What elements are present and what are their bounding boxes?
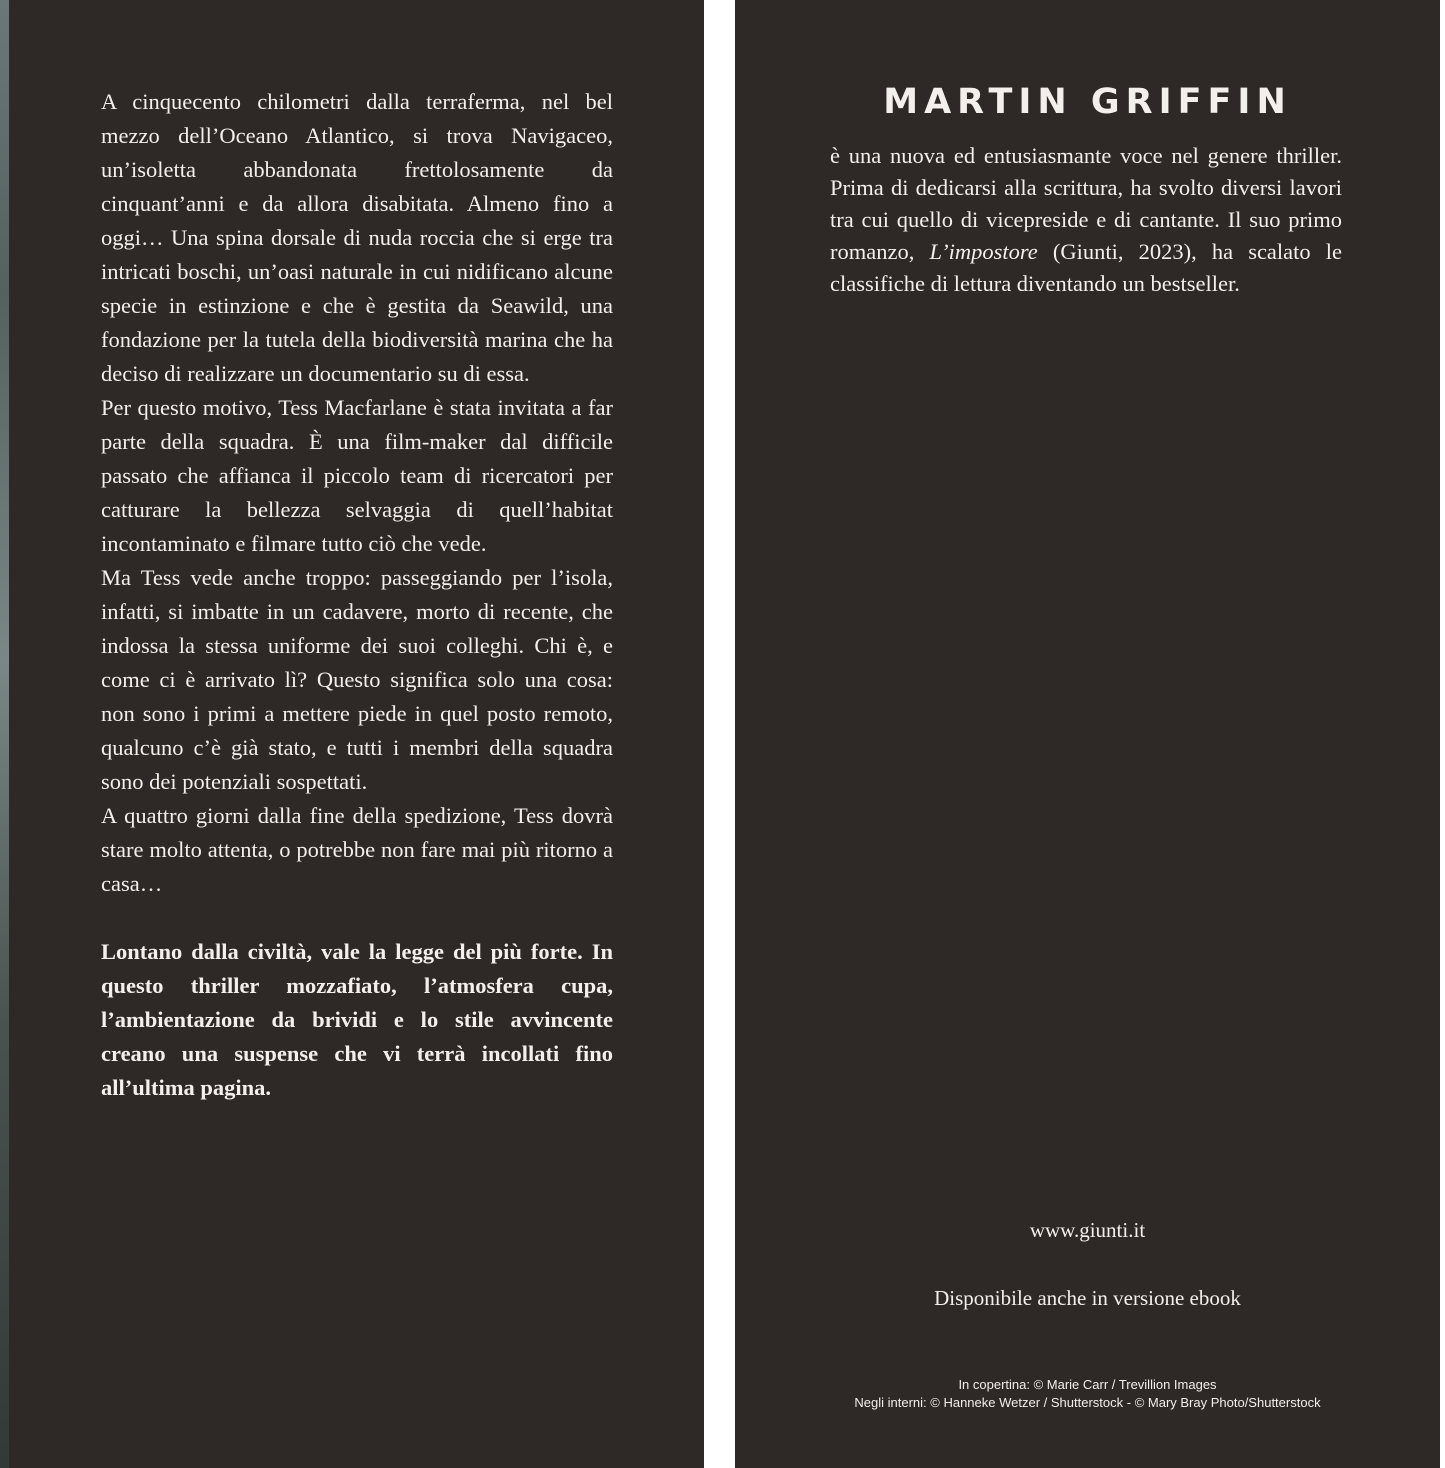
previous-novel-title: L’impostore xyxy=(929,239,1038,264)
synopsis-paragraph: A quattro giorni dalla fine della spedizione, Tess dovrà stare molto attenta, o potrebbe non fare mai più ritorno a casa… xyxy=(101,803,613,896)
synopsis-paragraph: A cinquecento chilometri dalla terraferma, nel bel mezzo dell’Oceano Atlantico, si trova Navigaceo, un’isoletta abbandonata frettolosamente da cinquant’anni e da allora disabitata. Almeno fino a oggi… Una spina dorsale di nuda roccia che si erge tra intricati boschi, un’oasi naturale in cui nidificano alcune specie in estinzione e che è gestita da Seawild, una fondazione per la tutela della biodiversità marina che ha deciso di realizzare un documentario su di essa. xyxy=(101,89,613,386)
author-bio xyxy=(830,140,1342,300)
right-margin xyxy=(1440,0,1445,1468)
author-name: MARTIN GRIFFIN xyxy=(883,82,1292,122)
publisher-website: www.giunti.it xyxy=(1029,1218,1146,1242)
synopsis-paragraph: Ma Tess vede anche troppo: passeggiando per l’isola, infatti, si imbatte in un cadavere, morto di recente, che indossa la stessa uniforme dei suoi colleghi. Chi è, e come ci è arrivato lì? Questo significa solo una cosa: non sono i primi a mettere piede in quel posto remoto, qualcuno c’è già stato, e tutti i membri della squadra sono dei potenziali sospettati. xyxy=(101,565,613,794)
back-cover-panel xyxy=(9,0,704,1468)
interior-credit: Negli interni: © Hanneke Wetzer / Shutterstock - © Mary Bray Photo/Shutterstock xyxy=(854,1395,1321,1410)
ebook-availability: Disponibile anche in versione ebook xyxy=(934,1286,1241,1310)
tagline: Lontano dalla civiltà, vale la legge del più forte. In questo thriller mozzafiato, l’atmosfera cupa, l’ambientazione da brividi e lo stile avvincente creano una suspense che vi terrà incollati fino all’ultima pagina. xyxy=(101,939,613,1100)
author-bio-text: è una nuova ed entusiasmante voce nel genere thriller. Prima di dedicarsi alla scrittura, ha svolto diversi lavori tra cui quello di vicepreside e di cantante. Il suo primo romanzo, xyxy=(830,143,1342,264)
author-bio-text-end: (Giunti, 2023), ha scalato le classifiche di lettura diventando un bestseller. xyxy=(830,239,1342,296)
cover-photo-edge xyxy=(0,0,9,1468)
synopsis-paragraph: Per questo motivo, Tess Macfarlane è stata invitata a far parte della squadra. È una film-maker dal difficile passato che affianca il piccolo team di ricercatori per catturare la bellezza selvaggia di quell’habitat incontaminato e filmare tutto ciò che vede. xyxy=(101,395,613,556)
synopsis xyxy=(101,85,613,1105)
author-flap-panel xyxy=(735,0,1440,1468)
cover-credit: In copertina: © Marie Carr / Trevillion Images xyxy=(958,1377,1217,1392)
gutter xyxy=(704,0,735,1468)
image-credits xyxy=(735,1376,1440,1412)
